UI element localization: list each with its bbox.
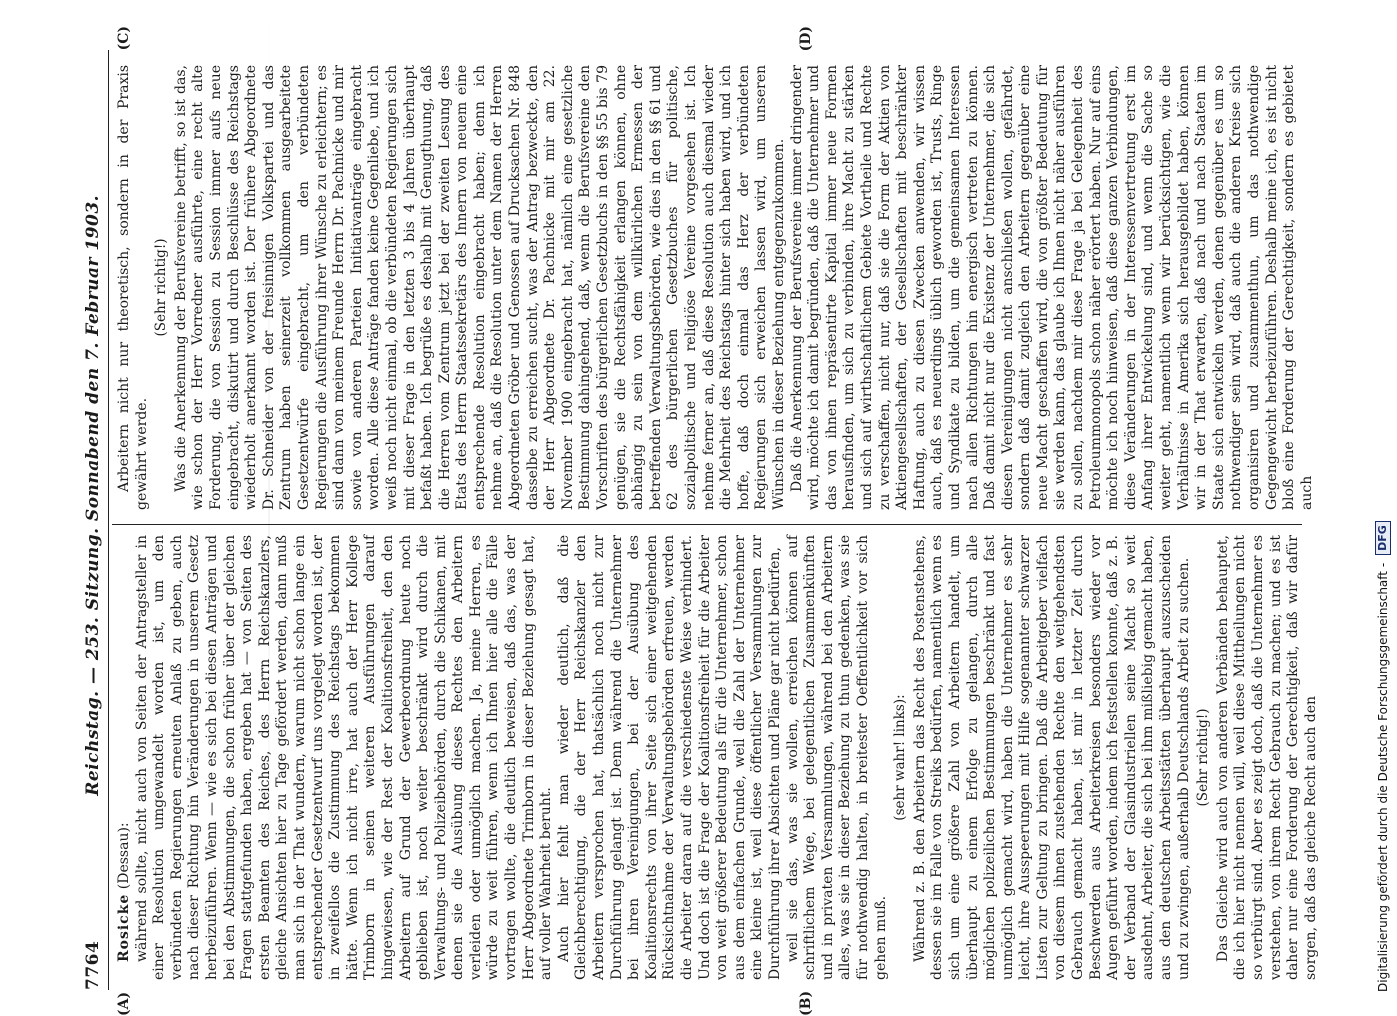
interjection: (Sehr richtig!) bbox=[153, 238, 170, 337]
document-page bbox=[80, 26, 1320, 1016]
page-title: Reichstag. — 253. Sitzung. Sonnabend den 7. Februar 1903. bbox=[83, 194, 103, 796]
page-header bbox=[80, 50, 106, 990]
speaker-line bbox=[116, 535, 134, 980]
paragraph: Das Gleiche wird auch von anderen Verbänden behauptet, die ich hier nicht nennen will, weil diese Mittheilungen nicht so verbürgt sind. Aber es zeigt doch, daß die Unternehmer es verstehen, von ihrem Recht Gebrauch zu machen; und es ist daher nur eine Forderung der Gerechtigkeit, daß wir dafür sorgen, daß das gleiche Recht auch den bbox=[1214, 535, 1319, 980]
margin-marker-a: (A) bbox=[116, 991, 132, 1016]
paragraph: Auch hier fehlt man wieder deutlich, daß die Gleichberechtigung, die der Herr Reichskanzler den Arbeitern versprochen hat, thatsächlich noch nicht zur Durchführung gelangt ist. Denn während die Unternehmer bei ihren Vereinigungen, bei der Ausübung des Koalitionsrechts von ihrer Seite sich einer weitgehenden Rücksichtnahme der Verwaltungsbehörden erfreuen, werden die Arbeiter daran auf die verschiedenste Weise verhindert. Und doch ist die Frage der Koalitionsfreiheit für die Arbeiter von weit größerer Bedeutung als für die Unternehmer, schon aus dem einfachen Grunde, weil die Zahl der Unternehmer eine kleine ist, weil diese öffentlicher Versammlungen zur Durchführung ihrer Absichten und Pläne gar nicht bedürfen, bbox=[555, 535, 783, 980]
paragraph: während sollte, nicht auch von Seiten der Antragsteller in einer Resolution umgewandelt worden ist, um den verbündeten Regierungen erneuten Anlaß zu geben, auch nach dieser Richtung hin Veränderungen in unserem Gesetz herbeizuführen. Wenn — wie es sich bei diesen Anträgen und bei den Abstimmungen, die schon früher über der gleichen Fragen stattgefunden haben, ergeben hat — von Seiten des ersten Beamten des Reiches, des Herrn Reichskanzlers, gleiche Ansichten hier zu Tage gefördert werden, dann muß man sich in der That wundern, warum nicht schon lange ein entsprechender Gesetzentwurf uns vorgelegt worden ist, der in zweifellos die Zustimmung des Reichstags bekommen hätte. Wenn ich nicht irre, hat auch der Herr Kollege Trimborn in seinen weiteren Ausführungen darauf hingewiesen, wie der Rest der Koalitionsfreiheit, den den Arbeitern auf Grund der Gewerbeordnung heute noch geblieben ist, noch weiter beschränkt wird durch die Verwaltungs- und Polizeibehörden, durch die Schikanen, mit denen sie die Ausübung dieses Rechtes den Arbeitern verleiden oder unmöglich machen. Ja, meine Herren, es würde zu weit führen, wenn ich Ihnen hier alle die Fälle vortragen wollte, die deutlich beweisen, daß das, was der Herr Abgeordnete Trimborn in dieser Beziehung gesagt hat, auf voller Wahrheit beruht. bbox=[133, 535, 555, 980]
speaker-suffix: (Dessau): bbox=[116, 822, 132, 890]
left-column bbox=[116, 535, 1319, 980]
funding-credit: Digitalisierung gefördert durch die Deutsche Forschungsgemeinschaft - bbox=[1376, 562, 1390, 992]
interjection: (sehr wahr! links): bbox=[892, 694, 909, 821]
speaker-name: Rosicke bbox=[116, 893, 132, 962]
paragraph: Arbeitern nicht nur theoretisch, sondern in der Praxis gewährt werde. bbox=[116, 65, 150, 510]
page-number: 7764 bbox=[83, 940, 103, 990]
column-divider bbox=[112, 524, 1302, 525]
digitization-sidebar bbox=[1372, 8, 1394, 992]
interjection: (Sehr richtig!) bbox=[1195, 708, 1212, 807]
header-rule bbox=[108, 50, 109, 990]
right-column bbox=[116, 65, 1315, 510]
margin-marker-c: (C) bbox=[116, 26, 132, 51]
paragraph: weil sie das, was sie wollen, erreichen können auf schriftlichem Wege, bei gelegentlichen Zusammenkünften und in privaten Versammlungen, während bei den Arbeitern alles, was sie in dieser Beziehung zu thun gedenken, was sie für nothwendig halten, in breitester Oeffentlichkeit vor sich gehen muß. bbox=[784, 535, 889, 980]
dfg-logo: DFG bbox=[1375, 521, 1391, 555]
paragraph: Während z. B. den Arbeitern das Recht des Postenstehens, dessen sie im Falle von Streiks bedürfen, namentlich wenn es sich um eine größere Zahl von Arbeitern handelt, um überhaupt zu einem Erfolge zu gelangen, durch alle möglichen polizeilichen Bestimmungen beschränkt und fast unmöglich gemacht wird, haben die Unternehmer es sehr leicht, ihre Ausspeerungen mit Hilfe sogenannter schwarzer Listen zur Geltung zu bringen. Daß die Arbeitgeber vielfach von diesem ihnen zustehenden Rechte den weitgehendsten Gebrauch gemacht haben, ist mir in letzter Zeit durch Beschwerden aus Arbeiterkreisen besonders wieder vor Augen geführt worden, indem ich feststellen konnte, daß z. B. der Verband der Glasindustriellen seine Macht so weit ausdehnt, Arbeiter, die sich bei ihm mißliebig gemacht haben, aus den deutschen Arbeitsstätten überhaupt auszuscheiden und zu zwingen, außerhalb Deutschlands Arbeit zu suchen. bbox=[911, 535, 1192, 980]
paragraph: Was die Anerkennung der Berufsvereine betrifft, so ist das, wie schon der Herr Vorredner ausführte, eine recht alte Forderung, die von Session zu Session immer aufs neue eingebracht, diskutirt und durch Beschlüsse des Reichstags wiederholt anerkannt worden ist. Der frühere Abgeordnete Dr. Schneider von der freisinnigen Volkspartei und das Zentrum haben seinerzeit vollkommen ausgearbeitete Gesetzentwürfe eingebracht, um den verbündeten Regierungen die Ausführung ihrer Wünsche zu erleichtern; es sind dann von meinem Freunde Herrn Dr. Pachnicke und mir sowie von anderen Parteien Initiativanträge eingebracht worden. Alle diese Anträge fanden keine Gegenliebe, und ich weiß noch nicht einmal, ob die verbündeten Regierungen sich mit dieser Frage in den letzten 3 bis 4 Jahren überhaupt befaßt haben. Ich begrüße es deshalb mit Genugthuung, daß die Herren vom Zentrum jetzt bei der zweiten Lesung des Etats des Herrn Staatssekretärs des Innern von neuem eine entsprechende Resolution eingebracht haben; denn ich nehme an, daß die Resolution unter dem Namen der Herren Abgeordneten Gröber und Genossen auf Drucksachen Nr. 848 dasselbe zu erreichen sucht, was der Antrag bezweckte, den der Herr Abgeordnete Dr. Pachnicke mit mir am 22. November 1900 eingebracht hat, nämlich eine gesetzliche Bestimmung dahingehend, daß, wenn die Berufsvereine den Vorschriften des bürgerlichen Gesetzbuchs in den §§ 55 bis 79 genügen, sie die Rechtsfähigkeit erlangen können, ohne abhängig zu sein von dem willkürlichen Ermessen der betreffenden Verwaltungsbehörden, wie dies in den §§ 61 und 62 des bürgerlichen Gesetzbuches für politische, sozialpolitische und religiöse Vereine vorgesehen ist. Ich nehme ferner an, daß diese Resolution auch diesmal wieder die Mehrheit des Reichstags hinter sich haben wird, und ich hoffe, daß doch einmal das Herz der verbündeten Regierungen sich erweichen lassen wird, um unseren Wünschen in dieser Beziehung entgegenzukommen. bbox=[172, 65, 787, 510]
margin-marker-b: (B) bbox=[798, 990, 814, 1016]
paragraph: Daß die Anerkennung der Berufsvereine immer dringender wird, möchte ich damit begründen, daß die Unternehmer und das von ihnen repräsentirte Kapital immer neue Formen herausfinden, um sich zu verbinden, ihre Macht zu stärken und sich auf wirthschaftlichem Gebiete Vortheile und Rechte zu verschaffen, nicht nur, daß sie die Form der Aktien von Aktiengesellschaften, der Gesellschaften mit beschränkter Haftung, auch zu diesen Zwecken anwenden, wir wissen auch, daß es neuerdings üblich geworden ist, Trusts, Ringe und Syndikate zu bilden, um die gemeinsamen Interessen nach allen Richtungen hin energisch vertreten zu können. Daß damit nicht nur die Existenz der Unternehmer, die sich diesen Vereinigungen nicht anschließen wollen, gefährdet, sondern daß damit zugleich den Arbeitern gegenüber eine neue Macht geschaffen wird, die von größter Bedeutung für sie werden kann, das glaube ich Ihnen nicht näher ausführen zu sollen, nachdem mir diese Frage ja bei Gelegenheit des Petroleummonopols schon näher erörtert haben. Nur auf eins möchte ich noch hinweisen, daß diese ganzen Verbindungen, diese Veränderungen in der Interessenvertretung erst im Anfang ihrer Entwickelung sind, und wenn die Sache so weiter geht, namentlich wenn wir berücksichtigen, wie die Verhältnisse in Amerika sich herausgebildet haben, können wir in der That erwarten, daß nach und nach Staaten im Staate sich entwickeln werden, denen gegenüber es um so nothwendiger sein wird, daß auch die anderen Kreise sich organisiren und zusammenthun, um das nothwendige Gegengewicht herbeizuführen. Deshalb meine ich, es ist nicht bloß eine Forderung der Gerechtigkeit, sondern es gebietet auch bbox=[788, 65, 1315, 510]
margin-marker-d: (D) bbox=[798, 26, 814, 52]
